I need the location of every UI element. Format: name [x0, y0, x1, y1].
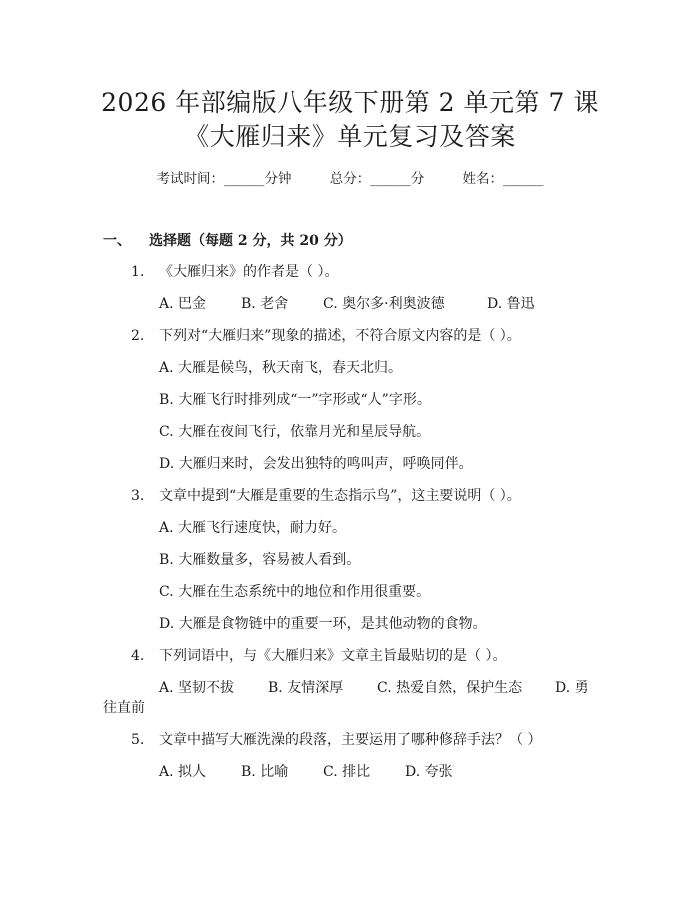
question-number: 4. [131, 648, 145, 664]
question-3 [131, 485, 521, 505]
question-text: 文章中描写大雁洗澡的段落，主要运用了哪种修辞手法？（ ） [159, 732, 542, 748]
title-line-1: 2026 年部编版八年级下册第 2 单元第 7 课 [101, 88, 599, 117]
option-d: D. 勇 [555, 680, 589, 696]
exam-name: 姓名：______ [462, 171, 544, 187]
option-c: C. 排比 [323, 764, 371, 780]
title-line-2: 《大雁归来》单元复习及答案 [184, 122, 516, 151]
question-2-option-d: D. 大雁归来时，会发出独特的鸣叫声，呼唤同伴。 [159, 456, 473, 472]
question-5-options [159, 761, 453, 781]
question-3-option-a: A. 大雁飞行速度快，耐力好。 [159, 520, 347, 536]
option-c: C. 奥尔多·利奥波德 [323, 296, 445, 312]
option-a: A. 拟人 [159, 764, 207, 780]
question-4 [131, 645, 506, 665]
question-5 [131, 729, 541, 749]
question-4-options [159, 677, 589, 697]
question-3-option-d: D. 大雁是食物链中的重要一环，是其他动物的食物。 [159, 616, 487, 632]
question-text: 下列对“大雁归来”现象的描述，不符合原文内容的是（ ）。 [159, 328, 521, 344]
question-3-option-b: B. 大雁数量多，容易被人看到。 [159, 552, 361, 568]
question-text: 下列词语中，与《大雁归来》文章主旨最贴切的是（ ）。 [159, 648, 507, 664]
option-a: A. 坚韧不拔 [159, 680, 235, 696]
question-2-option-b: B. 大雁飞行时排列成“一”字形或“人”字形。 [159, 392, 431, 408]
exam-score: 总分：______分 [329, 171, 425, 187]
question-number: 3. [131, 488, 145, 504]
question-number: 5. [131, 732, 145, 748]
option-c: C. 热爱自然，保护生态 [377, 680, 523, 696]
question-2 [131, 325, 521, 345]
question-1 [131, 261, 338, 281]
option-a: A. 巴金 [159, 296, 207, 312]
question-3-option-c: C. 大雁在生态系统中的地位和作用很重要。 [159, 584, 431, 600]
question-2-option-a: A. 大雁是候鸟，秋天南飞，春天北归。 [159, 360, 403, 376]
question-text: 文章中提到“大雁是重要的生态指示鸟”，这主要说明（ ）。 [159, 488, 521, 504]
option-d: D. 夸张 [405, 764, 453, 780]
question-1-options [159, 293, 535, 313]
option-b: B. 老舍 [241, 296, 289, 312]
question-text: 《大雁归来》的作者是（ ）。 [159, 264, 339, 280]
question-2-option-c: C. 大雁在夜间飞行，依靠月光和星辰导航。 [159, 424, 431, 440]
question-4-option-d-wrap: 往直前 [103, 700, 145, 716]
option-b: B. 比喻 [241, 764, 289, 780]
exam-time: 考试时间：______分钟 [156, 171, 292, 187]
option-b: B. 友情深厚 [268, 680, 344, 696]
question-number: 1. [131, 264, 145, 280]
section-label: 选择题（每题 2 分，共 20 分） [149, 233, 352, 249]
question-number: 2. [131, 328, 145, 344]
option-d: D. 鲁迅 [487, 296, 535, 312]
section-heading [103, 230, 352, 250]
section-number: 一、 [103, 233, 131, 249]
exam-info [0, 167, 700, 187]
